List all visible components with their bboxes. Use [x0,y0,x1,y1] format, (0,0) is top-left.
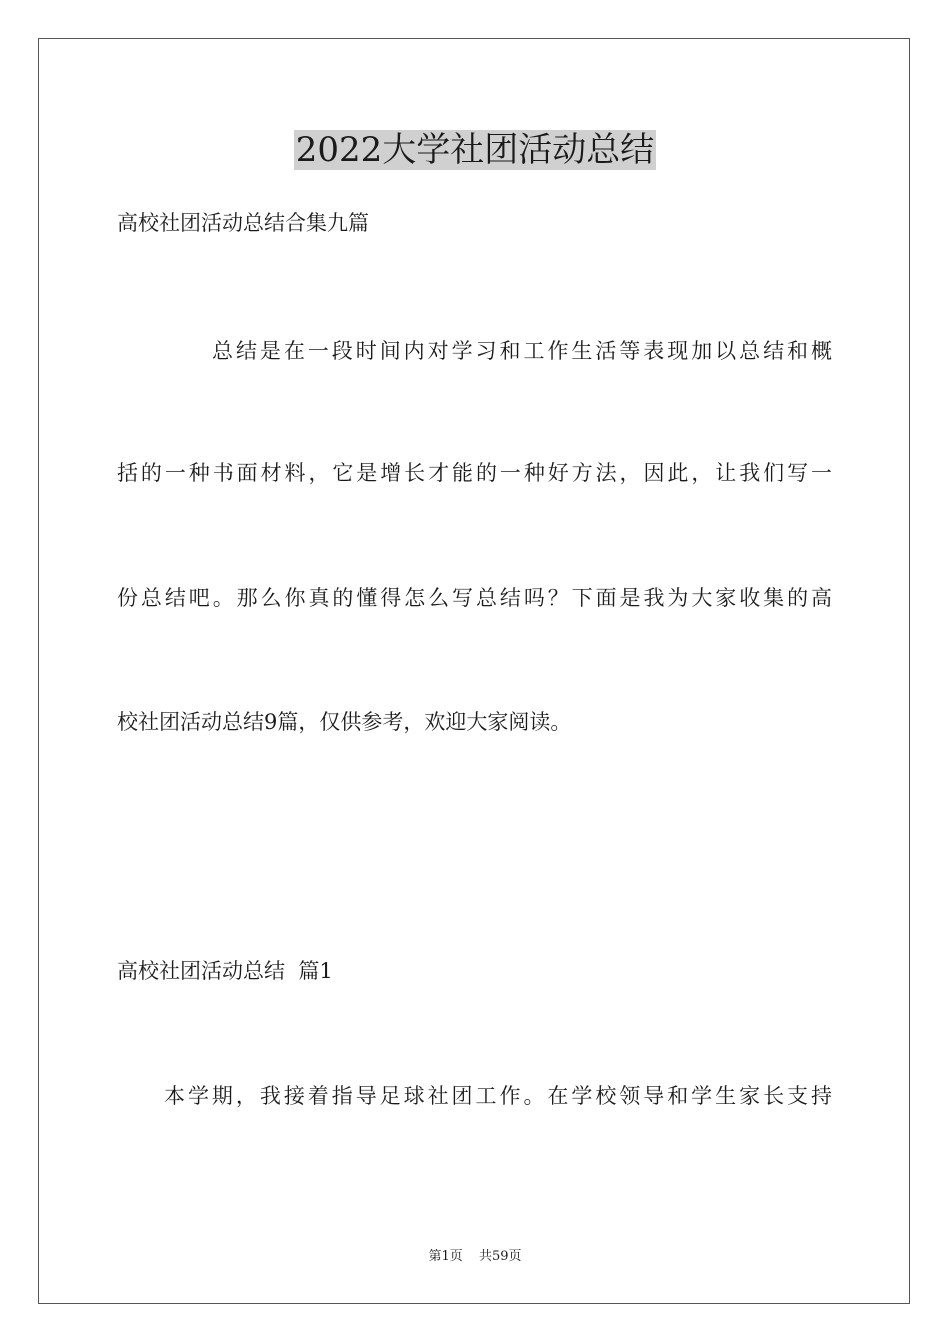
intro-line-3: 份总结吧。那么你真的懂得怎么写总结吗？下面是我为大家收集的高 [117,586,832,610]
page-total: 共59页 [478,1249,522,1264]
section-heading: 高校社团活动总结 篇1 [117,959,333,983]
page-number: 第1页 [428,1249,463,1264]
document-subtitle: 高校社团活动总结合集九篇 [117,211,369,235]
intro-line-1: 总结是在一段时间内对学习和工作生活等表现加以总结和概 [212,339,832,363]
page-footer [0,1248,950,1266]
document-title [0,126,950,174]
intro-line-2: 括的一种书面材料，它是增长才能的一种好方法，因此，让我们写一 [117,461,832,485]
section-paragraph-line-1: 本学期，我接着指导足球社团工作。在学校领导和学生家长支持 [164,1084,832,1108]
document-title-text: 2022大学社团活动总结 [295,130,655,170]
intro-line-4: 校社团活动总结9篇，仅供参考，欢迎大家阅读。 [117,710,572,734]
